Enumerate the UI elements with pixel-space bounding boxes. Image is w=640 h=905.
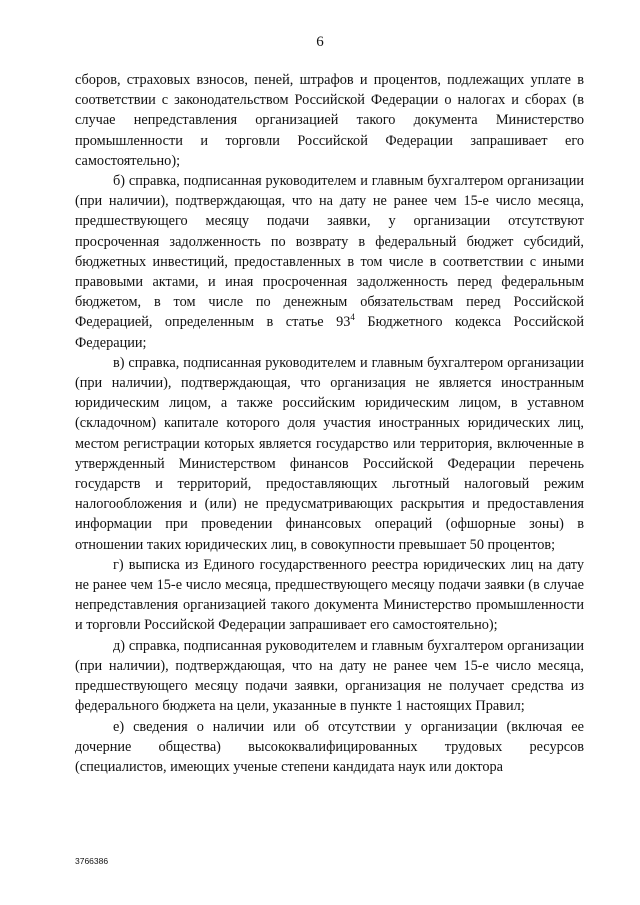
document-body: [75, 70, 584, 777]
paragraph-item-d: д) справка, подписанная руководителем и главным бухгалтером организации (при наличии), подтверждающая, что на дату не ранее чем 15-е число месяца, предшествующего месяцу подачи заявки, организация не получает средства из федерального бюджета на цели, указанные в пункте 1 настоящих Правил;: [75, 637, 584, 715]
article-superscript: 4: [350, 312, 355, 323]
page-number: 6: [316, 34, 324, 50]
paragraph-item-b-tail: Бюджетного кодекса Российской Федерации;: [75, 314, 584, 351]
paragraph-item-g: г) выписка из Единого государственного реестра юридических лиц на дату не ранее чем 15-е число месяца, предшествующего месяцу подачи заявки (в случае непредставления организацией такого документа Министерство промышленности и торговли Российской Федерации запрашивает его самостоятельно);: [75, 556, 584, 634]
paragraph-item-e: е) сведения о наличии или об отсутствии у организации (включая ее дочерние общества) высококвалифицированных трудовых ресурсов (специалистов, имеющих ученые степени кандидата наук или доктора: [75, 718, 584, 775]
document-code: 3766386: [75, 856, 109, 866]
paragraph-continuation: сборов, страховых взносов, пеней, штрафов и процентов, подлежащих уплате в соответствии с законодательством Российской Федерации о налогах и сборах (в случае непредставления организацией такого документа Министерство промышленности и торговли Российской Федерации запрашивает его самостоятельно);: [75, 72, 584, 169]
paragraph-item-b-text: б) справка, подписанная руководителем и главным бухгалтером организации (при наличии), подтверждающая, что на дату не ранее чем 15-е число месяца, предшествующего месяцу подачи заявки, у организации отсутствуют просроченная задолженность по возврату в федеральный бюджет субсидий, бюджетных инвестиций, предоставленных в том числе в соответствии с иными правовыми актами, и иная просроченная задолженность перед федеральным бюджетом, в том числе по денежным обязательствам перед Российской Федерацией, определенным в статье 93: [75, 173, 584, 331]
paragraph-item-b: [75, 171, 584, 353]
paragraph-item-v: в) справка, подписанная руководителем и главным бухгалтером организации (при наличии), подтверждающая, что организация не является иностранным юридическим лицом, а также российским юридическим лицом, в уставном (складочном) капитале которого доля участия иностранных юридических лиц, местом регистрации которых является государство или территория, включенные в утвержденный Министерством финансов Российской Федерации перечень государств и территорий, предоставляющих льготный налоговый режим налогообложения и (или) не предусматривающих раскрытия и предоставления информации при проведении финансовых операций (офшорные зоны) в отношении таких юридических лиц, в совокупности превышает 50 процентов;: [75, 354, 584, 553]
